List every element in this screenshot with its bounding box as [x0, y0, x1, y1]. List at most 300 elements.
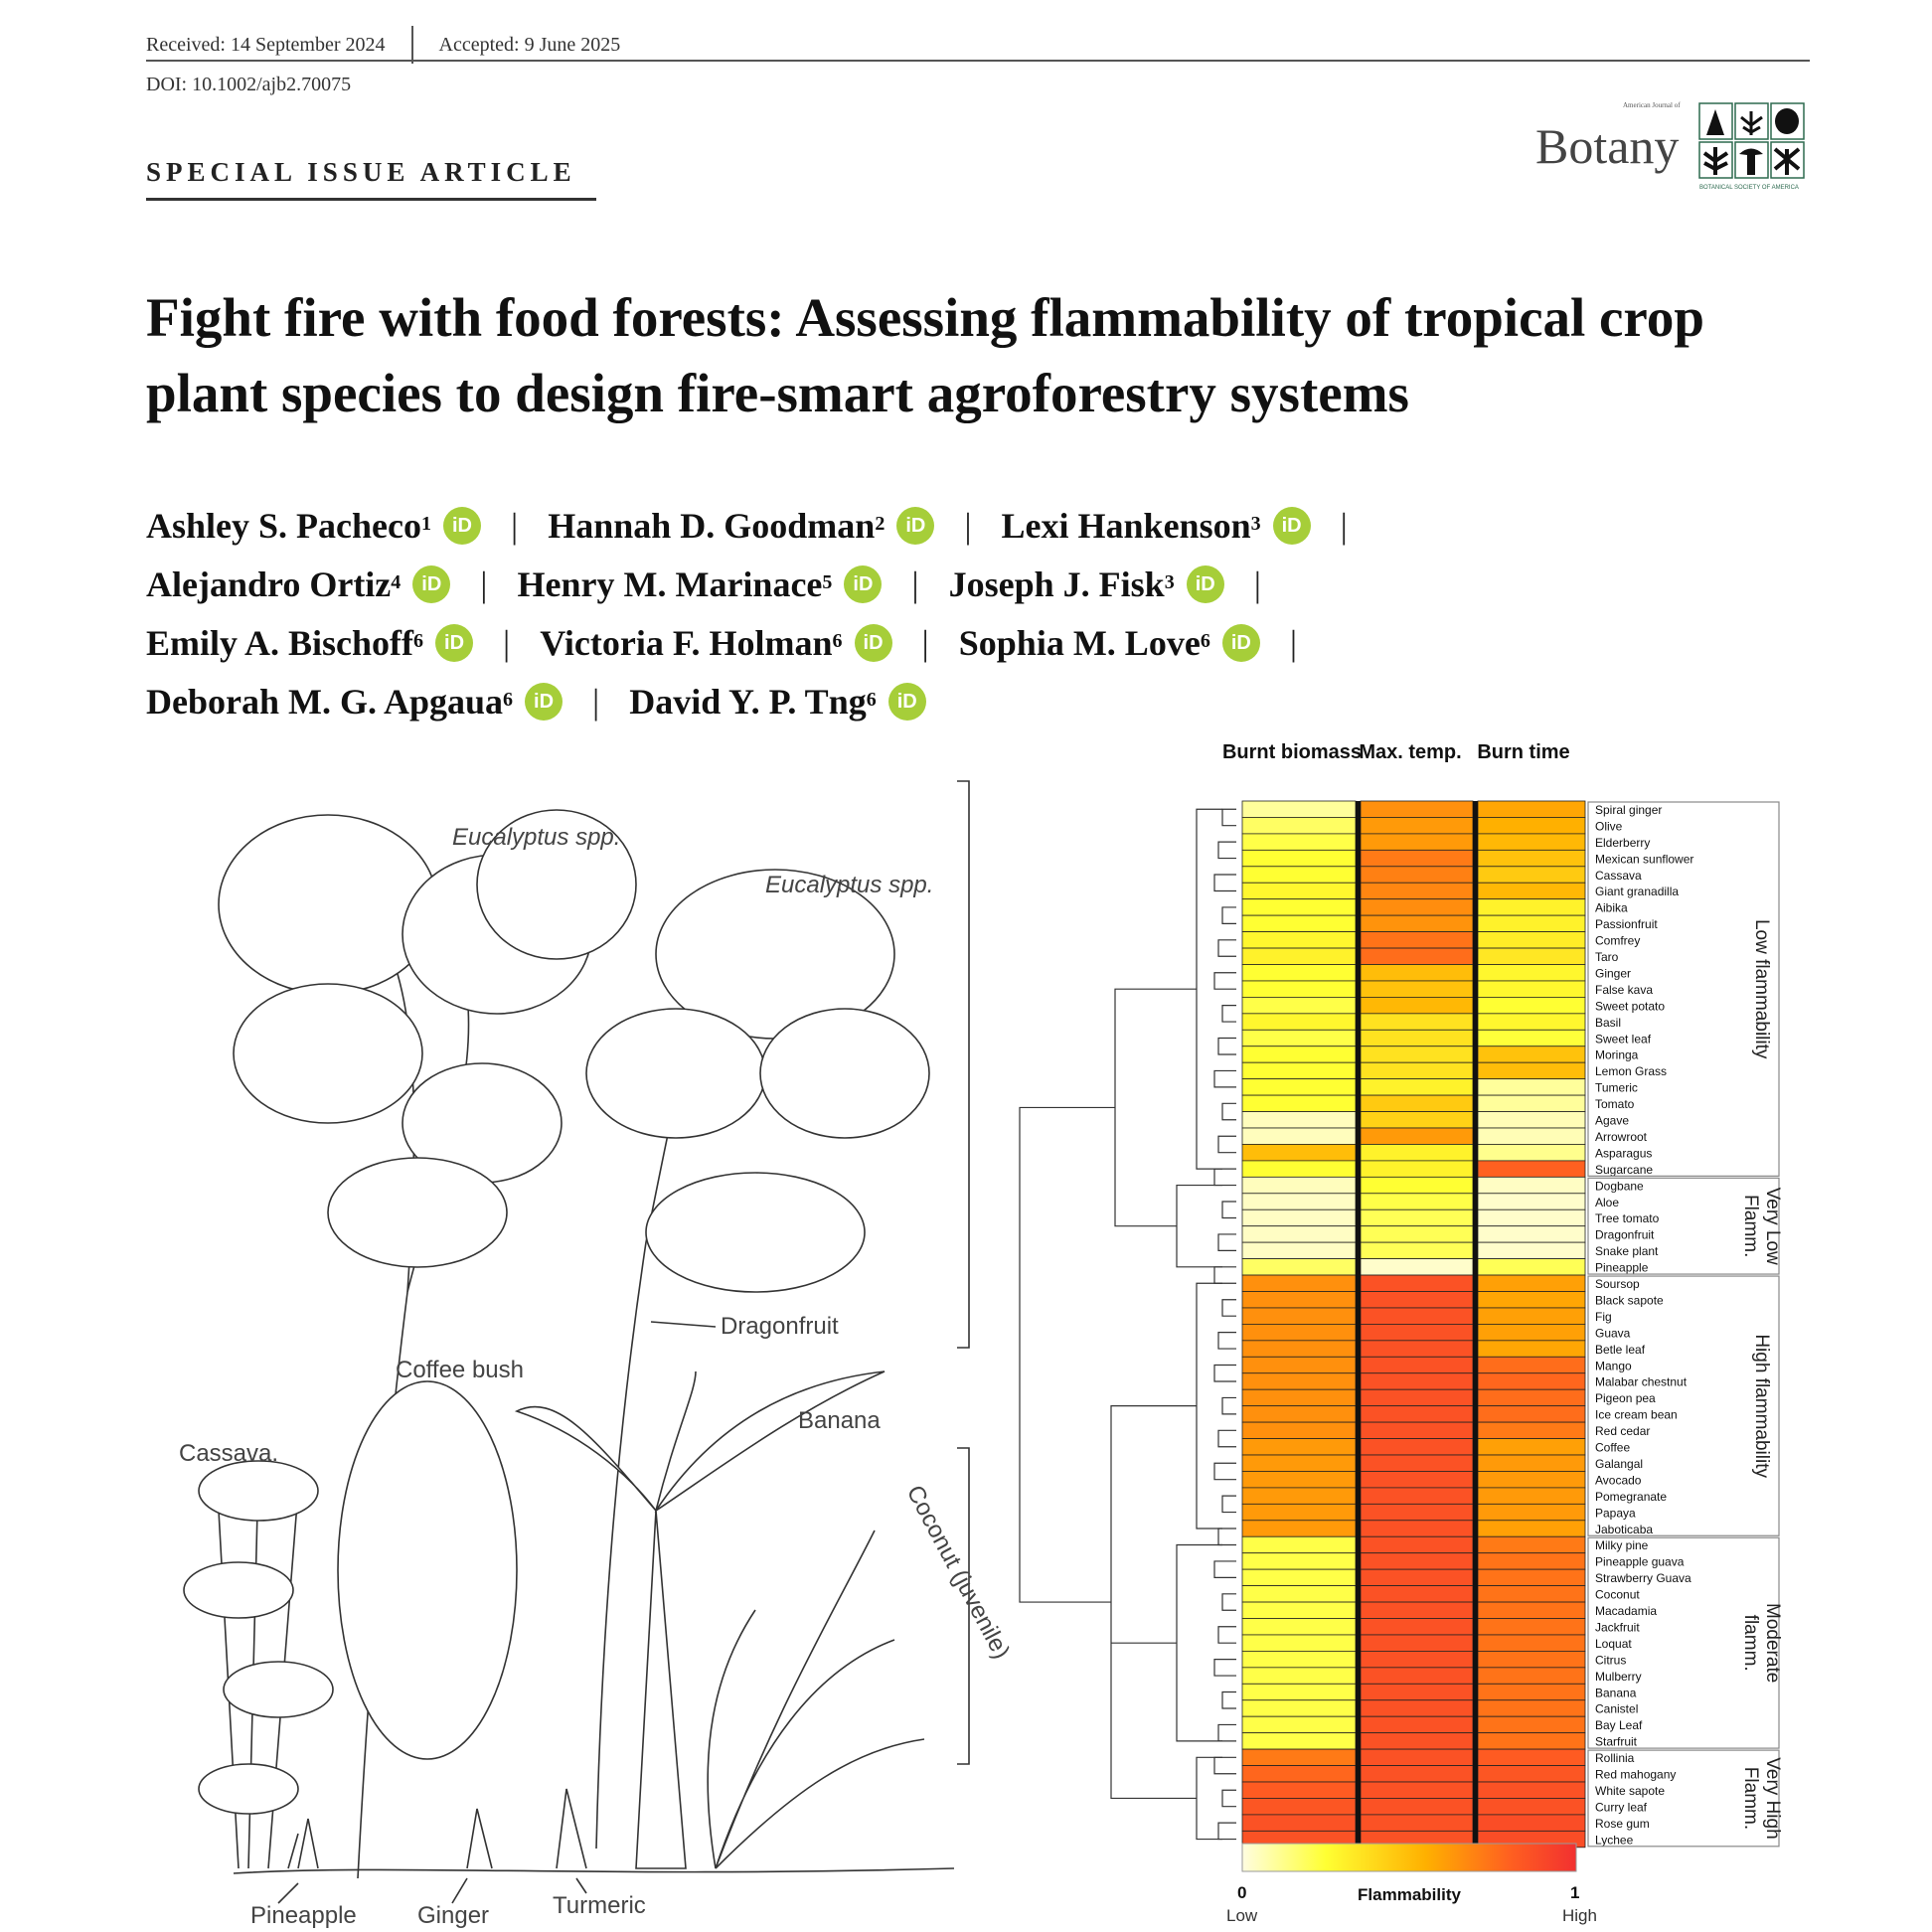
- species-label: Bay Leaf: [1595, 1718, 1643, 1733]
- dendrogram-link: [1218, 1136, 1236, 1152]
- heatmap-cell: [1242, 948, 1356, 964]
- heatmap-cell: [1361, 1635, 1473, 1651]
- heatmap-cell: [1242, 1389, 1356, 1405]
- heatmap-cell: [1361, 1406, 1473, 1422]
- heatmap-cell: [1361, 1471, 1473, 1487]
- heatmap-cell: [1242, 1733, 1356, 1749]
- heatmap-cell: [1478, 850, 1585, 866]
- heatmap-cell: [1242, 1062, 1356, 1078]
- species-labels: [1595, 803, 1693, 1847]
- species-label: Mexican sunflower: [1595, 852, 1694, 867]
- heatmap-cell: [1361, 1488, 1473, 1504]
- article-title: Fight fire with food forests: Assessing flammability of tropical crop plant species to design fire-smart agroforestry systems: [146, 287, 1704, 423]
- species-label: Canistel: [1595, 1701, 1639, 1716]
- author-name[interactable]: Joseph J. Fisk: [948, 564, 1165, 604]
- species-label: Coconut: [1595, 1587, 1640, 1602]
- species-label: Starfruit: [1595, 1734, 1638, 1749]
- heatmap-cells: [1242, 801, 1585, 1848]
- heatmap-cell: [1361, 1569, 1473, 1585]
- dragonfruit-leader: [651, 1322, 716, 1327]
- heatmap-cell: [1478, 1226, 1585, 1242]
- species-label: Elderberry: [1595, 835, 1651, 850]
- orcid-icon[interactable]: iD: [1187, 565, 1224, 603]
- species-label: Loquat: [1595, 1636, 1632, 1651]
- heatmap-cell: [1361, 1144, 1473, 1160]
- heatmap-cell: [1361, 1308, 1473, 1324]
- orcid-icon[interactable]: iD: [844, 565, 882, 603]
- accepted-date: Accepted: 9 June 2025: [438, 33, 621, 56]
- dendrogram-link: [1214, 1070, 1236, 1086]
- orcid-icon[interactable]: iD: [1273, 507, 1311, 545]
- species-label: Coffee: [1595, 1440, 1631, 1455]
- orcid-icon[interactable]: iD: [443, 507, 481, 545]
- heatmap-cell: [1478, 1815, 1585, 1831]
- dendrogram-link: [1218, 842, 1236, 858]
- heatmap-cell: [1478, 1798, 1585, 1814]
- heatmap-cell: [1242, 1014, 1356, 1030]
- heatmap-cell: [1478, 1062, 1585, 1078]
- heatmap-cell: [1361, 1716, 1473, 1732]
- heatmap-cell: [1242, 981, 1356, 997]
- heatmap-cell: [1478, 1341, 1585, 1357]
- column-header-1: Burnt biomass: [1221, 741, 1363, 763]
- species-label: Milky pine: [1595, 1538, 1649, 1553]
- heatmap-cell: [1361, 883, 1473, 898]
- eucalyptus-canopy: [586, 870, 929, 1292]
- heatmap-cell: [1242, 965, 1356, 981]
- heatmap-cell: [1242, 1651, 1356, 1667]
- heatmap-cell: [1242, 1259, 1356, 1275]
- heatmap-cell: [1361, 1161, 1473, 1177]
- species-label: Banana: [1595, 1686, 1637, 1700]
- heatmap-cell: [1242, 1684, 1356, 1699]
- heatmap-cell: [1478, 1177, 1585, 1193]
- heatmap-cell: [1361, 1749, 1473, 1765]
- dendrogram-link: [1222, 907, 1236, 923]
- author-separator: |: [592, 682, 600, 722]
- heatmap-cell: [1478, 1209, 1585, 1225]
- heatmap-cell: [1478, 1749, 1585, 1765]
- species-label: Spiral ginger: [1595, 802, 1663, 817]
- dendrogram-link: [1218, 1333, 1236, 1349]
- colorbar-title: Flammability: [1358, 1885, 1461, 1904]
- species-label: Agave: [1595, 1113, 1630, 1128]
- heatmap-cell: [1242, 1161, 1356, 1177]
- species-label: Comfrey: [1595, 933, 1641, 948]
- heatmap-cell: [1242, 1308, 1356, 1324]
- dendrogram-link: [1214, 1561, 1236, 1577]
- heatmap-cell: [1242, 1439, 1356, 1455]
- affiliation-number: 3: [1164, 571, 1175, 593]
- heatmap-cell: [1361, 1536, 1473, 1552]
- label-coconut: Coconut (juvenile): [900, 1481, 1016, 1664]
- author-name[interactable]: Sophia M. Love: [958, 623, 1201, 663]
- species-label: Avocado: [1595, 1473, 1642, 1488]
- heatmap-cell: [1361, 1619, 1473, 1635]
- heatmap-cell: [1361, 1112, 1473, 1128]
- heatmap-cell: [1242, 932, 1356, 948]
- heatmap-cell: [1478, 1161, 1585, 1177]
- heatmap-cell: [1478, 1521, 1585, 1536]
- heatmap-cell: [1478, 801, 1585, 817]
- heatmap-cell: [1361, 932, 1473, 948]
- dendrogram-link: [1214, 1169, 1236, 1185]
- pineapple-leader: [278, 1883, 298, 1903]
- orcid-icon[interactable]: iD: [1222, 624, 1260, 662]
- heatmap-cell: [1478, 1095, 1585, 1111]
- orcid-icon[interactable]: iD: [888, 683, 926, 721]
- species-label: Giant granadilla: [1595, 885, 1680, 899]
- heatmap-cell: [1478, 997, 1585, 1013]
- heatmap-cell: [1361, 1209, 1473, 1225]
- dendrogram-link: [1214, 875, 1236, 890]
- dendrogram-link: [1222, 1790, 1236, 1806]
- heatmap-cell: [1361, 1046, 1473, 1062]
- group-label: flamm.: [1740, 1614, 1761, 1672]
- label-ginger: Ginger: [417, 1902, 490, 1929]
- species-label: Dragonfruit: [1595, 1227, 1655, 1242]
- orcid-icon[interactable]: iD: [435, 624, 473, 662]
- dendrogram-link: [1218, 1430, 1236, 1446]
- heatmap-cell: [1242, 801, 1356, 817]
- species-label: Betle leaf: [1595, 1342, 1646, 1357]
- heatmap-cell: [1242, 1194, 1356, 1209]
- dendrogram-link: [1214, 1267, 1236, 1283]
- species-label: Fig: [1595, 1309, 1612, 1324]
- author-name[interactable]: Alejandro Ortiz: [146, 564, 392, 604]
- heatmap-cell: [1242, 1046, 1356, 1062]
- heatmap-cell: [1242, 1030, 1356, 1046]
- dendrogram-link: [1218, 1823, 1236, 1839]
- label-cassava: Cassava.: [179, 1440, 279, 1467]
- heatmap-cell: [1361, 1439, 1473, 1455]
- flammability-heatmap: [1020, 741, 1783, 1925]
- heatmap-cell: [1361, 899, 1473, 915]
- heatmap-cell: [1361, 1668, 1473, 1684]
- affiliation-number: 6: [1200, 630, 1210, 652]
- orcid-icon[interactable]: iD: [855, 624, 892, 662]
- group-label: Flamm.: [1740, 1766, 1761, 1831]
- heatmap-cell: [1242, 1242, 1356, 1258]
- ground-line: [234, 1868, 954, 1873]
- species-label: Tumeric: [1595, 1080, 1638, 1095]
- dendrogram-link: [1222, 1103, 1236, 1119]
- species-label: Ice cream bean: [1595, 1407, 1678, 1422]
- label-pineapple: Pineapple: [250, 1902, 357, 1929]
- heatmap-cell: [1242, 1292, 1356, 1308]
- heatmap-cell: [1242, 1095, 1356, 1111]
- heatmap-cell: [1361, 1292, 1473, 1308]
- author-separator: |: [911, 564, 919, 604]
- column-headers: [1222, 741, 1570, 763]
- journal-name: Botany: [1535, 118, 1680, 174]
- heatmap-cell: [1478, 1259, 1585, 1275]
- heatmap-cell: [1478, 1242, 1585, 1258]
- heatmap-cell: [1478, 915, 1585, 931]
- heatmap-cell: [1242, 1324, 1356, 1340]
- label-eucalyptus-1: Eucalyptus spp.: [452, 824, 621, 851]
- species-label: Strawberry Guava: [1595, 1571, 1691, 1586]
- heatmap-cell: [1242, 1128, 1356, 1144]
- author-name[interactable]: Ashley S. Pacheco: [146, 506, 421, 546]
- heatmap-cell: [1478, 1536, 1585, 1552]
- species-label: Soursop: [1595, 1277, 1640, 1291]
- affiliation-number: 6: [832, 630, 843, 652]
- heatmap-cell: [1242, 1455, 1356, 1471]
- ginger-plant: [467, 1809, 492, 1868]
- dendrogram-link: [1214, 1463, 1236, 1479]
- dendrogram-link: [1197, 1283, 1222, 1529]
- species-label: False kava: [1595, 982, 1654, 997]
- heatmap-cell: [1361, 1700, 1473, 1716]
- heatmap-cell: [1361, 1357, 1473, 1372]
- heatmap-cell: [1361, 817, 1473, 833]
- heatmap-cell: [1242, 915, 1356, 931]
- author-separator: |: [1289, 623, 1298, 663]
- heatmap-cell: [1478, 1651, 1585, 1667]
- heatmap-cell: [1478, 1308, 1585, 1324]
- heatmap-cell: [1361, 1324, 1473, 1340]
- heatmap-cell: [1478, 1357, 1585, 1372]
- heatmap-cell: [1242, 1815, 1356, 1831]
- coffee-bush: [338, 1381, 517, 1759]
- heatmap-cell: [1478, 1684, 1585, 1699]
- heatmap-cell: [1361, 1798, 1473, 1814]
- dendrogram-link: [1222, 1202, 1236, 1217]
- orcid-icon[interactable]: iD: [412, 565, 450, 603]
- journal-name-prefix: American Journal of: [1623, 101, 1681, 109]
- colorbar-high: High: [1562, 1906, 1597, 1925]
- species-label: Mulberry: [1595, 1669, 1642, 1684]
- species-label: Cassava: [1595, 868, 1642, 883]
- affiliation-number: 2: [875, 513, 886, 535]
- dendrogram-link: [1214, 1366, 1236, 1381]
- author-separator: |: [921, 623, 929, 663]
- colorbar-labels: [1226, 1883, 1597, 1925]
- heatmap-cell: [1478, 1014, 1585, 1030]
- heatmap-cell: [1242, 899, 1356, 915]
- heatmap-cell: [1361, 1242, 1473, 1258]
- heatmap-cell: [1478, 1439, 1585, 1455]
- dendrogram-link: [1222, 1496, 1236, 1512]
- species-label: Papaya: [1595, 1506, 1636, 1521]
- dendrogram-link: [1214, 1660, 1236, 1676]
- author-name[interactable]: Henry M. Marinace: [517, 564, 823, 604]
- heatmap-cell: [1361, 1766, 1473, 1782]
- heatmap-cell: [1242, 850, 1356, 866]
- species-label: Snake plant: [1595, 1244, 1659, 1259]
- banana-plant: [517, 1371, 885, 1868]
- species-label: Dogbane: [1595, 1179, 1644, 1194]
- heatmap-cell: [1478, 817, 1585, 833]
- heatmap-cell: [1242, 867, 1356, 883]
- heatmap-cell: [1478, 1700, 1585, 1716]
- dendrogram-link: [1218, 940, 1236, 956]
- agroforestry-illustration: [184, 781, 969, 1903]
- heatmap-cell: [1478, 1553, 1585, 1569]
- heatmap-cell: [1242, 1144, 1356, 1160]
- heatmap-cell: [1361, 1651, 1473, 1667]
- received-date: Received: 14 September 2024: [146, 33, 386, 56]
- heatmap-cell: [1361, 1226, 1473, 1242]
- doi[interactable]: DOI: 10.1002/ajb2.70075: [146, 74, 352, 95]
- ginger-leader: [452, 1878, 467, 1903]
- coconut-plant: [708, 1530, 924, 1868]
- heatmap-cell: [1361, 1684, 1473, 1699]
- dendrogram-link: [1222, 1006, 1236, 1022]
- dendrogram-link: [1115, 989, 1197, 1226]
- heatmap-cell: [1242, 1357, 1356, 1372]
- species-label: Aibika: [1595, 900, 1628, 915]
- heatmap-cell: [1361, 1455, 1473, 1471]
- author-name[interactable]: Victoria F. Holman: [540, 623, 833, 663]
- section-label: SPECIAL ISSUE ARTICLE: [146, 157, 576, 187]
- author-name[interactable]: Lexi Hankenson: [1001, 506, 1251, 546]
- species-label: Sugarcane: [1595, 1162, 1654, 1177]
- group-label: High flammability: [1751, 1334, 1772, 1478]
- species-label: Rollinia: [1595, 1751, 1635, 1766]
- group-label: Moderate: [1762, 1603, 1783, 1684]
- heatmap-cell: [1478, 948, 1585, 964]
- author-name[interactable]: Hannah D. Goodman: [548, 506, 876, 546]
- group-label: Low flammability: [1751, 918, 1772, 1059]
- affiliation-number: 6: [503, 689, 514, 711]
- species-label: Tomato: [1595, 1097, 1635, 1112]
- eucalyptus-canopy: [219, 810, 636, 1267]
- heatmap-cell: [1242, 1209, 1356, 1225]
- dendrogram-link: [1222, 1397, 1236, 1413]
- heatmap-cell: [1478, 1112, 1585, 1128]
- heatmap-cell: [1361, 1014, 1473, 1030]
- dendrogram-link: [1222, 809, 1236, 825]
- author-name[interactable]: David Y. P. Tng: [629, 682, 867, 722]
- heatmap-cell: [1478, 1046, 1585, 1062]
- heatmap-cell: [1242, 883, 1356, 898]
- heatmap-cell: [1361, 1389, 1473, 1405]
- heatmap-cell: [1478, 1194, 1585, 1209]
- label-banana: Banana: [798, 1407, 881, 1434]
- species-label: Red cedar: [1595, 1424, 1651, 1439]
- heatmap-cell: [1478, 1782, 1585, 1798]
- heatmap-cell: [1478, 932, 1585, 948]
- heatmap-cell: [1478, 1766, 1585, 1782]
- heatmap-cell: [1478, 1716, 1585, 1732]
- label-turmeric: Turmeric: [553, 1892, 646, 1919]
- species-label: Tree tomato: [1595, 1211, 1660, 1226]
- heatmap-cell: [1361, 801, 1473, 817]
- colorbar-min: 0: [1237, 1883, 1247, 1902]
- heatmap-cell: [1361, 1128, 1473, 1144]
- heatmap-cell: [1361, 1079, 1473, 1095]
- heatmap-cell: [1478, 1422, 1585, 1438]
- species-label: Malabar chestnut: [1595, 1374, 1688, 1389]
- species-label: Curry leaf: [1595, 1800, 1648, 1815]
- author-separator: |: [1340, 506, 1348, 546]
- heatmap-cell: [1242, 1749, 1356, 1765]
- heatmap-cell: [1478, 1602, 1585, 1618]
- heatmap-cell: [1242, 1766, 1356, 1782]
- species-label: Aloe: [1595, 1195, 1620, 1209]
- author-name[interactable]: Emily A. Bischoff: [146, 623, 414, 663]
- heatmap-cell: [1242, 1782, 1356, 1798]
- heatmap-cell: [1478, 1488, 1585, 1504]
- dendrogram-link: [1222, 1692, 1236, 1708]
- orcid-icon[interactable]: iD: [525, 683, 563, 721]
- column-divider: [1356, 801, 1361, 1848]
- species-label: Pineapple guava: [1595, 1554, 1685, 1569]
- heatmap-cell: [1478, 1389, 1585, 1405]
- heatmap-cell: [1242, 1275, 1356, 1291]
- species-label: Galangal: [1595, 1456, 1644, 1471]
- species-label: Guava: [1595, 1326, 1631, 1341]
- author-separator: |: [964, 506, 972, 546]
- species-label: Black sapote: [1595, 1293, 1664, 1308]
- heatmap-cell: [1361, 1521, 1473, 1536]
- species-label: Ginger: [1595, 966, 1632, 981]
- orcid-icon[interactable]: iD: [896, 507, 934, 545]
- group-label: Very High: [1762, 1757, 1783, 1840]
- turmeric-plant: [557, 1789, 586, 1868]
- author-separator: |: [503, 623, 511, 663]
- dendrogram-link: [1214, 973, 1236, 989]
- heatmap-cell: [1478, 1586, 1585, 1602]
- heatmap-cell: [1361, 915, 1473, 931]
- group-label: Flamm.: [1740, 1195, 1761, 1258]
- heatmap-cell: [1361, 1030, 1473, 1046]
- heatmap-cell: [1478, 1373, 1585, 1389]
- species-label: White sapote: [1595, 1783, 1666, 1798]
- affiliation-number: 3: [1250, 513, 1261, 535]
- colorbar: [1242, 1844, 1576, 1871]
- dendrogram-link: [1218, 1627, 1236, 1643]
- heatmap-cell: [1361, 1815, 1473, 1831]
- affiliation-number: 6: [866, 689, 877, 711]
- affiliation-number: 5: [822, 571, 833, 593]
- turmeric-leader: [576, 1878, 586, 1893]
- dendrogram-link: [1218, 1529, 1236, 1544]
- species-label: Sweet leaf: [1595, 1032, 1652, 1046]
- heatmap-cell: [1361, 1095, 1473, 1111]
- heatmap-cell: [1242, 1619, 1356, 1635]
- author-name[interactable]: Deborah M. G. Apgaua: [146, 682, 504, 722]
- heatmap-cell: [1242, 1226, 1356, 1242]
- heatmap-cell: [1242, 1700, 1356, 1716]
- dendrogram-link: [1177, 1544, 1222, 1740]
- heatmap-cell: [1478, 1619, 1585, 1635]
- heatmap-cell: [1478, 1733, 1585, 1749]
- heatmap-cell: [1242, 1341, 1356, 1357]
- heatmap-cell: [1242, 1422, 1356, 1438]
- heatmap-cell: [1361, 1504, 1473, 1520]
- dendrogram-link: [1218, 1234, 1236, 1250]
- dendrogram-link: [1214, 1757, 1236, 1773]
- heatmap-cell: [1361, 1275, 1473, 1291]
- heatmap-cell: [1242, 1536, 1356, 1552]
- species-label: Jaboticaba: [1595, 1522, 1654, 1536]
- heatmap-cell: [1242, 1177, 1356, 1193]
- heatmap-cell: [1478, 965, 1585, 981]
- colorbar-low: Low: [1226, 1906, 1258, 1925]
- heatmap-cell: [1478, 1128, 1585, 1144]
- heatmap-cell: [1242, 1521, 1356, 1536]
- dendrogram-link: [1222, 1594, 1236, 1610]
- heatmap-cell: [1242, 1798, 1356, 1814]
- species-label: Sweet potato: [1595, 999, 1666, 1014]
- dendrogram-root: [1020, 1107, 1115, 1602]
- heatmap-cell: [1242, 1406, 1356, 1422]
- heatmap-cell: [1361, 1341, 1473, 1357]
- species-label: Taro: [1595, 950, 1619, 964]
